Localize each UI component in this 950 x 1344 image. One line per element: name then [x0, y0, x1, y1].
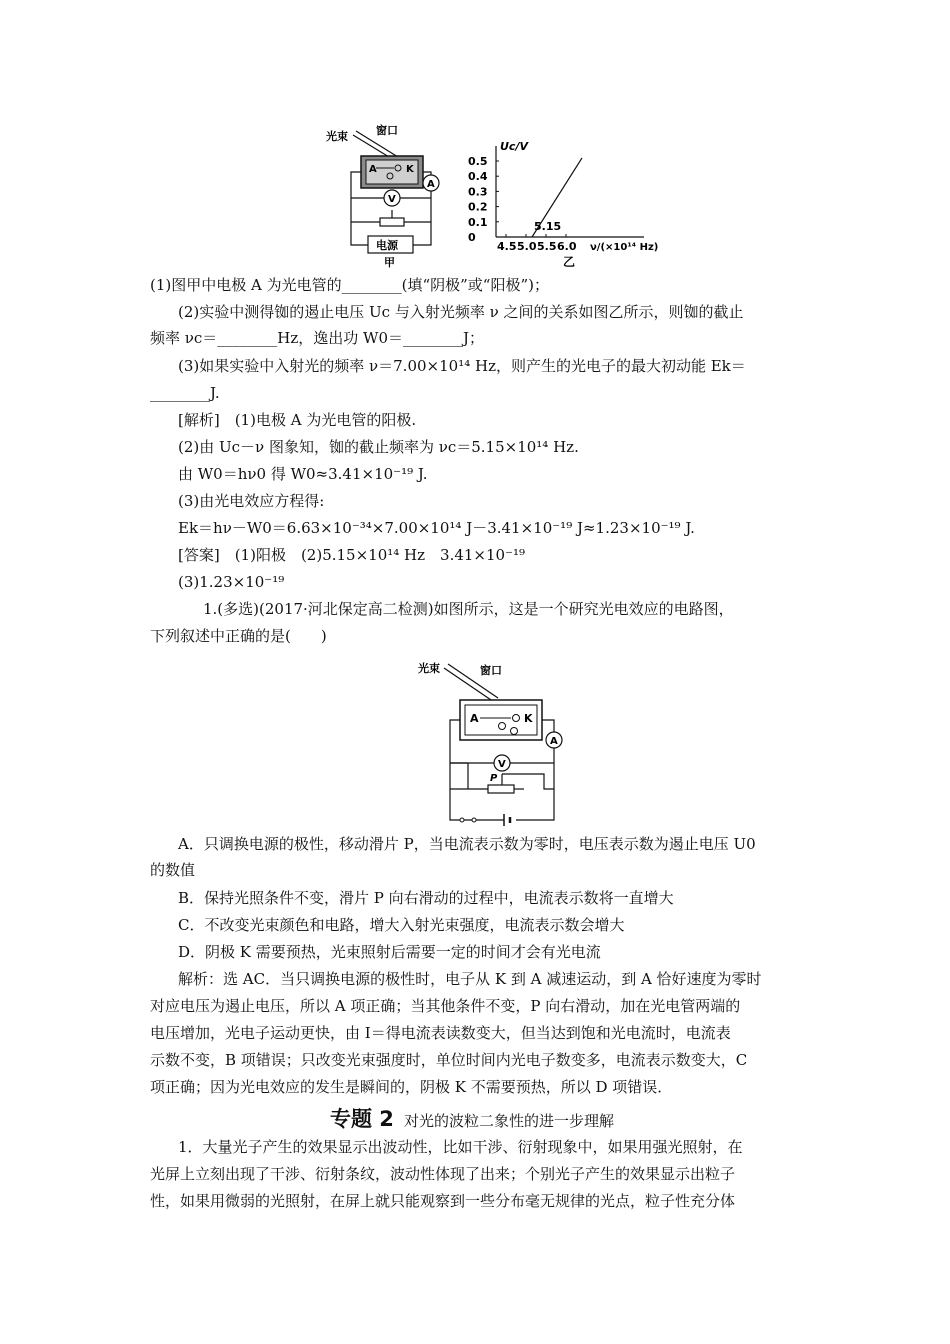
voltmeter-label: V	[498, 759, 506, 770]
topic-line-1: 1．大量光子产生的效果显示出波动性，比如干涉、衍射现象中，如果用强光照射，在	[178, 1138, 743, 1156]
explanation-line-3: 电压增加，光电子运动更快，由 I＝得电流表读数变大，但当达到饱和光电流时，电流表	[150, 1024, 731, 1042]
x-tick-label: 6.0	[557, 240, 577, 253]
explanation-line-2: 对应电压为遏止电压，所以 A 项正确；当其他条件不变，P 向右滑动，加在光电管两端的	[150, 997, 741, 1015]
explanation-line-4: 示数不变，B 项错误；只改变光束强度时，单位时间内光电子数变多，电流表示数变大，C	[150, 1051, 748, 1069]
figure-caption-yi: 乙	[563, 255, 576, 269]
wire-right	[413, 191, 431, 245]
y-tick-label: 0.1	[468, 215, 488, 229]
solution-line-1: [解析] (1)电极 A 为光电管的阳极.	[178, 411, 417, 429]
x-tick-label: 5.5	[537, 240, 557, 253]
cathode-label: K	[524, 712, 533, 725]
option-a-line-1: A．只调换电源的极性，移动滑片 P，当电流表示数为零时，电压表示数为遏止电压 U0	[178, 835, 756, 853]
problem-1-circuit	[416, 656, 572, 828]
problem-1-line-2: 下列叙述中正确的是( )	[150, 627, 327, 645]
y-ticks	[468, 155, 499, 244]
option-a-line-2: 的数值	[150, 861, 196, 879]
cathode-label: K	[406, 164, 414, 175]
section-heading-title: 对光的波粒二象性的进一步理解	[403, 1112, 614, 1130]
answer-line-2: (3)1.23×10⁻¹⁹	[178, 573, 285, 591]
y-tick-label: 0.4	[468, 170, 488, 184]
topic-line-2: 光屏上立刻出现了干涉、衍射条纹，波动性体现了出来；个别光子产生的效果显示出粒子	[150, 1165, 736, 1183]
figure-caption-jia: 甲	[384, 256, 395, 269]
question-part-1: (1)图甲中电极 A 为光电管的________(填“阴极”或“阳极”)；	[150, 276, 549, 294]
beam-label: 光束	[326, 130, 348, 143]
power-source-label: 电源	[376, 239, 398, 252]
rheostat-icon	[380, 218, 404, 226]
y-tick-label: 0.2	[468, 200, 488, 214]
voltmeter-label: V	[388, 194, 396, 205]
anode-label: A	[470, 712, 479, 725]
option-b: B．保持光照条件不变，滑片 P 向右滑动的过程中，电流表示数将一直增大	[178, 889, 674, 907]
window-label: 窗口	[480, 664, 502, 677]
question-part-3-line-1: (3)如果实验中入射光的频率 ν＝7.00×10¹⁴ Hz，则产生的光电子的最大初动能 Ek＝	[178, 357, 746, 375]
explanation-line-1: 解析：选 AC．当只调换电源的极性时，电子从 K 到 A 减速运动，到 A 恰好速度为零时	[178, 970, 762, 988]
solution-line-2: (2)由 Uc－ν 图象知，铷的截止频率为 νc＝5.15×10¹⁴ Hz.	[178, 438, 579, 456]
rheostat-icon	[488, 785, 514, 793]
problem-1-line-1: 1.(多选)(2017·河北保定高二检测)如图所示，这是一个研究光电效应的电路图，	[203, 600, 734, 618]
section-heading-number: 专题 2	[330, 1107, 394, 1131]
figure-yi-chart	[448, 138, 659, 270]
section-heading	[330, 1103, 614, 1133]
question-part-2-line-2: 频率 νc＝________Hz，逸出功 W0＝________J；	[150, 329, 485, 347]
explanation-line-5: 项正确；因为光电效应的发生是瞬间的，阴极 K 不需要预热，所以 D 项错误．	[150, 1078, 673, 1096]
beam-label: 光束	[418, 662, 440, 675]
x-tick-label: 5.0	[517, 240, 537, 253]
slider-label: P	[490, 773, 498, 784]
y-tick-label: 0	[468, 231, 476, 244]
switch-contact-icon	[460, 818, 464, 822]
solution-line-5: Ek＝hν－W0＝6.63×10⁻³⁴×7.00×10¹⁴ J－3.41×10⁻¹⁹ J≈1.23×10⁻¹⁹ J.	[178, 519, 695, 537]
window-label: 窗口	[376, 124, 398, 137]
figure-jia-circuit	[318, 120, 468, 270]
anode-label: A	[369, 164, 377, 175]
answer-line-1: [答案] (1)阳极 (2)5.15×10¹⁴ Hz 3.41×10⁻¹⁹	[178, 546, 526, 564]
chart-x-label: ν/(×10¹⁴ Hz)	[590, 242, 659, 253]
chart-annotation-cutoff: 5.15	[534, 220, 562, 233]
option-d: D．阴极 K 需要预热，光束照射后需要一定的时间才会有光电流	[178, 943, 601, 961]
y-tick-label: 0.5	[468, 155, 488, 168]
y-tick-label: 0.3	[468, 185, 488, 199]
solution-line-4: (3)由光电效应方程得:	[178, 492, 325, 510]
option-c: C．不改变光束颜色和电路，增大入射光束强度，电流表示数会增大	[178, 916, 625, 934]
question-part-3-line-2: ________J.	[150, 384, 220, 402]
solution-line-3: 由 W0＝hν0 得 W0≈3.41×10⁻¹⁹ J.	[178, 465, 428, 483]
x-tick-label: 4.5	[497, 240, 517, 253]
switch-contact-icon	[472, 818, 476, 822]
wire-right	[516, 748, 554, 820]
ammeter-label: A	[427, 179, 435, 190]
topic-line-3: 性，如果用微弱的光照射，在屏上就只能观察到一些分布毫无规律的光点，粒子性充分体	[150, 1192, 736, 1210]
chart-y-label: Uc/V	[500, 140, 528, 153]
wire-right-top	[542, 720, 554, 732]
ammeter-label: A	[550, 736, 558, 747]
question-part-2-line-1: (2)实验中测得铷的遏止电压 Uc 与入射光频率 ν 之间的关系如图乙所示，则铷的截止	[178, 303, 744, 321]
